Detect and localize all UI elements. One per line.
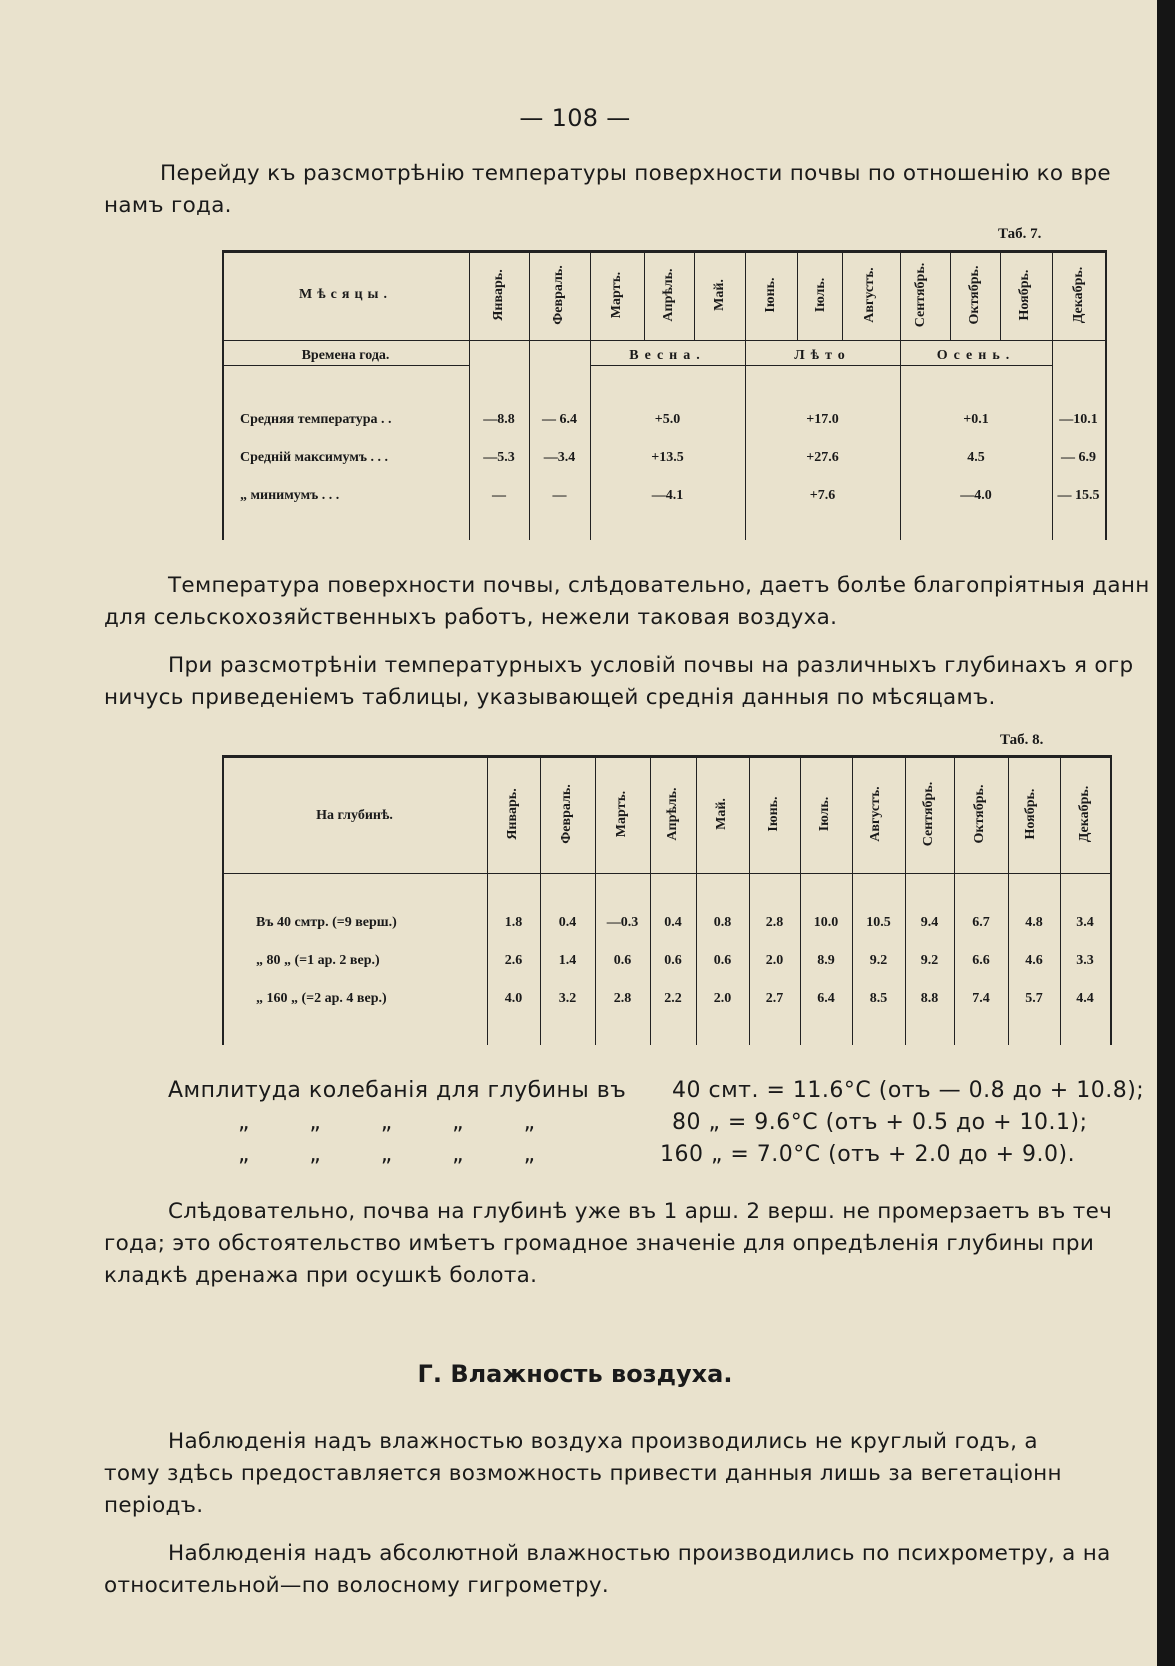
table-8-month-january: Январь. <box>505 788 520 840</box>
table-8-row-3-cell-12: 4.4 <box>1076 991 1094 1006</box>
table-8-row-2-cell-5: 0.6 <box>713 953 732 968</box>
table-7-row-3-cell-6: — 15.5 <box>1057 488 1100 503</box>
table-8-row-2-cell-8: 9.2 <box>869 953 888 968</box>
table-8-row-1-cell-3: —0.3 <box>606 915 639 930</box>
table-8-row-3-cell-8: 8.5 <box>869 991 888 1006</box>
table-8-month-november: Ноябрь. <box>1023 788 1038 840</box>
table-7-row-2-cell-1: —5.3 <box>483 450 515 465</box>
table-8-month-september: Сентябрь. <box>921 781 936 847</box>
table-8 <box>222 755 1112 1045</box>
paragraph-1-line-2: намъ года. <box>104 193 232 218</box>
table-7-month-january: Январь. <box>491 269 506 321</box>
section-heading: Г. Влажность воздуха. <box>417 1360 733 1388</box>
table-7-row-1-cell-1: —8.8 <box>483 412 515 427</box>
table-8-row-1-cell-12: 3.4 <box>1076 915 1094 930</box>
paragraph-4-line-2: года; это обстоятельство имѣетъ громадное значенiе для опредѣленiя глубины при <box>104 1231 1095 1256</box>
table-8-row-3-cell-9: 8.8 <box>920 991 939 1006</box>
paragraph-3-line-1: При разсмотрѣнiи температурныхъ условiй почвы на различныхъ глубинахъ я огр <box>168 653 1134 678</box>
table-7-row-3-cell-5: —4.0 <box>960 488 992 503</box>
paragraph-2-line-1: Температура поверхности почвы, слѣдовательно, даетъ болѣе благопрiятныя данн <box>168 573 1150 598</box>
amplitude-line-3-left: „ „ „ „ „ <box>238 1142 536 1167</box>
table-7-row-2-cell-4: +27.6 <box>806 450 839 465</box>
table-8-row-3-cell-3: 2.8 <box>613 991 632 1006</box>
table-7-month-may: Май. <box>712 279 727 311</box>
table-8-row-2-cell-7: 8.9 <box>817 953 835 968</box>
page-number: — 108 — <box>519 104 631 132</box>
amplitude-line-1-right: 40 смт. = 11.6°С (отъ — 0.8 до + 10.8); <box>672 1078 1145 1103</box>
table-8-row-3-label: „ 160 „ (=2 ар. 4 вер.) <box>256 991 387 1006</box>
table-8-month-june: Iюнь. <box>766 796 781 832</box>
table-8-row-1-cell-1: 1.8 <box>504 915 523 930</box>
table-8-row-2-label: „ 80 „ (=1 ар. 2 вер.) <box>256 953 380 968</box>
table-7-month-september: Сентябрь. <box>913 262 928 328</box>
table-7-season-summer: Лѣто <box>794 348 851 363</box>
paragraph-2-line-2: для сельскохозяйственныхъ работъ, нежели таковая воздуха. <box>104 605 838 630</box>
table-8-month-april: Апрѣль. <box>665 787 680 841</box>
table-7-row-2-cell-5: 4.5 <box>967 450 985 465</box>
table-7-season-autumn: Осень. <box>936 348 1016 363</box>
table-7-month-october: Октябрь. <box>967 265 982 325</box>
table-8-row-1-cell-6: 2.8 <box>765 915 784 930</box>
table-8-row-3-cell-5: 2.0 <box>713 991 732 1006</box>
table-8-row-1-cell-8: 10.5 <box>866 915 891 930</box>
table-8-row-2-cell-1: 2.6 <box>504 953 523 968</box>
paragraph-6-line-2: относительной—по волосному гигрометру. <box>104 1573 610 1598</box>
table-8-row-2-cell-11: 4.6 <box>1025 953 1043 968</box>
paragraph-4-line-1: Слѣдовательно, почва на глубинѣ уже въ 1 арш. 2 верш. не промерзаетъ въ теч <box>168 1199 1113 1224</box>
table-8-month-may: Май. <box>714 798 729 830</box>
paragraph-1-line-1: Перейду къ разсмотрѣнiю температуры поверхности почвы по отношенiю ко вре <box>160 161 1111 186</box>
table-7-row-1-cell-2: — 6.4 <box>542 412 577 427</box>
table-7-month-december: Декабрь. <box>1071 266 1086 324</box>
table-7-row-1-cell-6: —10.1 <box>1059 412 1098 427</box>
table-7-row-2-cell-2: —3.4 <box>543 450 576 465</box>
table-8-row-1-cell-2: 0.4 <box>558 915 577 930</box>
table-7-month-february: Февраль. <box>551 265 566 325</box>
amplitude-line-3-right: 160 „ = 7.0°С (отъ + 2.0 до + 9.0). <box>660 1142 1076 1167</box>
table-7-row-3-cell-2: — <box>552 488 567 503</box>
table-8-month-october: Октябрь. <box>972 784 987 844</box>
table-8-month-march: Мартъ. <box>614 790 629 838</box>
paragraph-5-line-3: перiодъ. <box>104 1493 204 1518</box>
paragraph-3-line-2: ничусь приведенiемъ таблицы, указывающей среднiя данныя по мѣсяцамъ. <box>104 685 996 710</box>
table-8-month-december: Декабрь. <box>1077 785 1092 843</box>
table-8-row-3-cell-7: 6.4 <box>817 991 835 1006</box>
table-7-row-1-cell-4: +17.0 <box>806 412 839 427</box>
table-7-row-3-cell-1: — <box>492 488 506 503</box>
page-edge-shadow <box>1157 0 1175 1666</box>
table-8-row-2-cell-6: 2.0 <box>765 953 784 968</box>
table-8-label: Таб. 8. <box>1000 732 1044 748</box>
table-8-row-2-cell-4: 0.6 <box>664 953 682 968</box>
table-7-month-august: Августъ. <box>862 267 877 323</box>
table-7-month-march: Мартъ. <box>609 271 624 319</box>
table-8-row-2-cell-10: 6.6 <box>972 953 990 968</box>
table-7-row-3-label: „ минимумъ . . . <box>240 488 340 503</box>
table-7-row-3-cell-4: +7.6 <box>809 488 836 503</box>
table-7-row-2-cell-3: +13.5 <box>651 450 684 465</box>
table-7-row-1-cell-5: +0.1 <box>963 412 989 427</box>
amplitude-line-2-left: „ „ „ „ „ <box>238 1110 536 1135</box>
table-8-row-3-cell-1: 4.0 <box>504 991 523 1006</box>
table-8-month-february: Февраль. <box>559 784 574 844</box>
table-8-month-august: Августъ. <box>868 786 883 842</box>
table-8-row-2-cell-12: 3.3 <box>1076 953 1094 968</box>
table-8-row-1-cell-9: 9.4 <box>920 915 939 930</box>
amplitude-line-2-right: 80 „ = 9.6°С (отъ + 0.5 до + 10.1); <box>672 1110 1088 1135</box>
table-8-row-1-cell-7: 10.0 <box>813 915 839 930</box>
table-7-row-1-cell-3: +5.0 <box>654 412 681 427</box>
table-7-row-2-label: Среднiй максимумъ . . . <box>240 450 389 465</box>
table-8-row-2-cell-2: 1.4 <box>558 953 577 968</box>
table-7-month-june: Iюнь. <box>763 277 778 313</box>
table-7-season-spring: Весна. <box>629 348 706 363</box>
paragraph-4-line-3: кладкѣ дренажа при осушкѣ болота. <box>104 1263 538 1288</box>
table-8-row-3-cell-6: 2.7 <box>765 991 784 1006</box>
table-8-row-2-cell-9: 9.2 <box>920 953 939 968</box>
table-8-row-2-cell-3: 0.6 <box>613 953 632 968</box>
table-8-row-1-cell-11: 4.8 <box>1025 915 1043 930</box>
table-8-row-1-cell-4: 0.4 <box>664 915 682 930</box>
table-8-header-label: На глубинѣ. <box>316 808 393 823</box>
table-8-month-july: Iюль. <box>817 796 832 832</box>
table-8-row-3-cell-4: 2.2 <box>664 991 682 1006</box>
table-8-row-1-label: Въ 40 смтр. (=9 верш.) <box>256 915 397 930</box>
table-7-label: Таб. 7. <box>998 226 1042 242</box>
paragraph-6-line-1: Наблюденiя надъ абсолютной влажностью производились по психрометру, а на <box>168 1541 1111 1566</box>
paragraph-5-line-1: Наблюденiя надъ влажностью воздуха производились не круглый годъ, а <box>168 1429 1038 1454</box>
table-7-seasons-label: Времена года. <box>301 348 390 363</box>
table-7-month-november: Ноябрь. <box>1017 269 1032 321</box>
table-8-row-3-cell-10: 7.4 <box>972 991 990 1006</box>
table-7-row-2-cell-6: — 6.9 <box>1061 450 1096 465</box>
table-8-row-3-cell-2: 3.2 <box>558 991 577 1006</box>
table-8-row-3-cell-11: 5.7 <box>1025 991 1043 1006</box>
amplitude-line-1-left: Амплитуда колебанiя для глубины въ <box>168 1078 627 1103</box>
table-7-row-3-cell-3: —4.1 <box>651 488 684 503</box>
table-7 <box>222 250 1107 540</box>
table-7-header-label: Мѣсяцы. <box>299 287 392 302</box>
table-8-row-1-cell-10: 6.7 <box>972 915 990 930</box>
paragraph-5-line-2: тому здѣсь предоставляется возможность привести данныя лишь за вегетацiонн <box>104 1461 1062 1486</box>
table-8-row-1-cell-5: 0.8 <box>713 915 732 930</box>
table-7-month-april: Апрѣль. <box>661 268 676 322</box>
table-7-month-july: Iюль. <box>813 277 828 313</box>
table-7-row-1-label: Средняя температура . . <box>240 412 392 427</box>
